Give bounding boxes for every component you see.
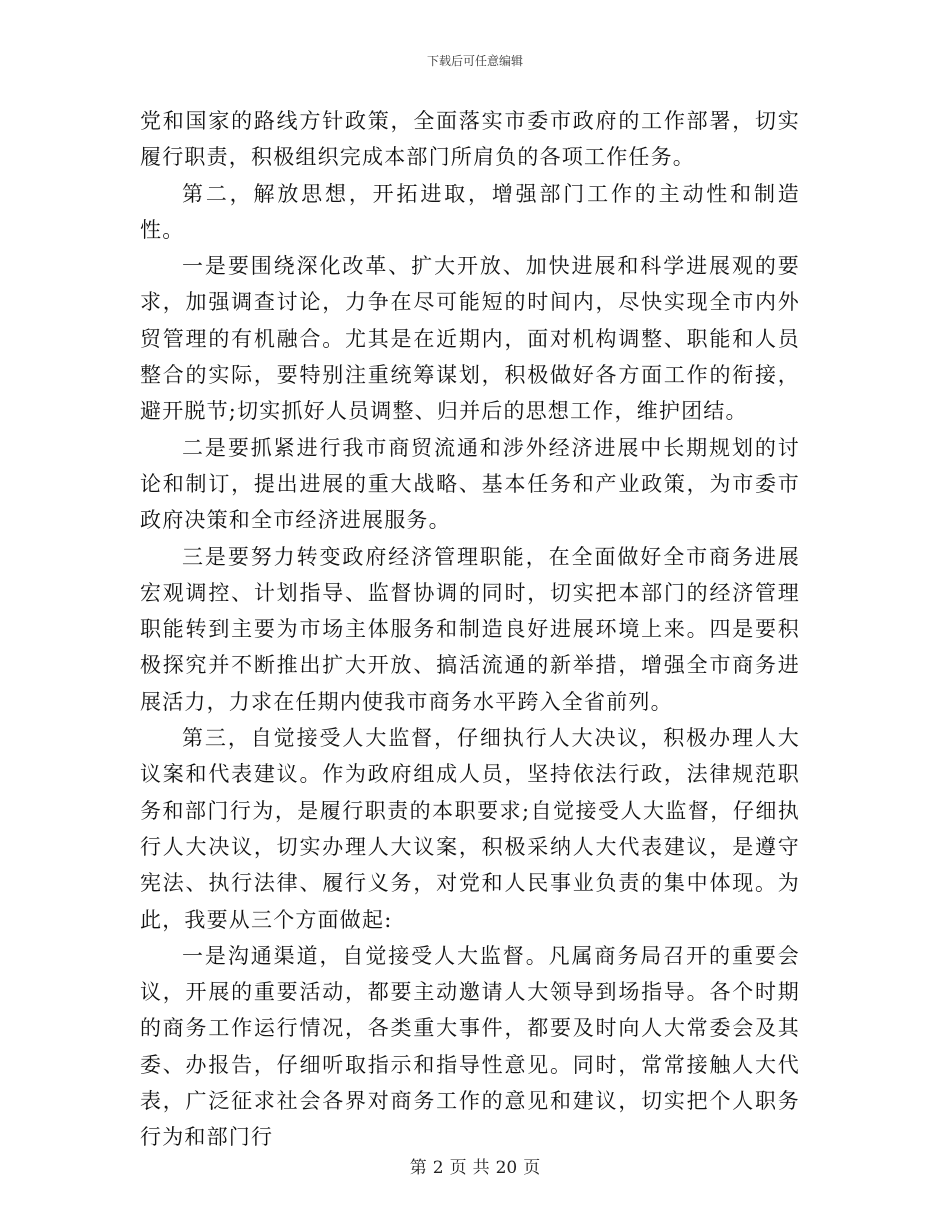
- page-header: 下载后可任意编辑: [426, 54, 523, 68]
- footer-page-word: 页: [449, 1158, 467, 1178]
- footer-total-word: 共: [472, 1158, 490, 1178]
- paragraph-item-three: 三是要努力转变政府经济管理职能，在全面做好全市商务进展宏观调控、计划指导、监督协调的同时，切实把本部门的经济管理职能转到主要为市场主体服务和制造良好进展环境上来。四是要积极探究并不断推出扩大开放、搞活流通的新举措，增强全市商务进展活力，力求在任期内使我市商务水平跨入全省前列。: [140, 544, 800, 714]
- paragraph-item-two: 二是要抓紧进行我市商贸流通和涉外经济进展中长期规划的讨论和制订，提出进展的重大战略、基本任务和产业政策，为市委市政府决策和全市经济进展服务。: [140, 435, 800, 533]
- footer-prefix: 第: [409, 1158, 427, 1178]
- footer-total-pages: 20: [495, 1158, 518, 1178]
- footer-suffix: 页: [523, 1158, 541, 1178]
- paragraph-channel-item: 一是沟通渠道，自觉接受人大监督。凡属商务局召开的重要会议，开展的重要活动，都要主动邀请人大领导到场指导。各个时期的商务工作运行情况，各类重大事件，都要及时向人大常委会及其委、办报告，仔细听取指示和指导性意见。同时，常常接触人大代表，广泛征求社会各界对商务工作的意见和建议，切实把个人职务行为和部门行: [140, 943, 800, 1150]
- paragraph-section-three: 第三，自觉接受人大监督，仔细执行人大决议，积极办理人大议案和代表建议。作为政府组成人员，坚持依法行政，法律规范职务和部门行为，是履行职责的本职要求;自觉接受人大监督，仔细执行人大决议，切实办理人大议案，积极采纳人大代表建议，是遵守宪法、执行法律、履行义务，对党和人民事业负责的集中体现。为此，我要从三个方面做起:: [140, 726, 800, 932]
- footer-current-page: 2: [432, 1158, 444, 1178]
- paragraph-section-two: 第二，解放思想，开拓进取，增强部门工作的主动性和制造性。: [140, 181, 800, 242]
- paragraph-item-one: 一是要围绕深化改革、扩大开放、加快进展和科学进展观的要求，加强调查讨论，力争在尽可能短的时间内，尽快实现全市内外贸管理的有机融合。尤其是在近期内，面对机构调整、职能和人员整合的实际，要特别注重统筹谋划，积极做好各方面工作的衔接，避开脱节;切实抓好人员调整、归并后的思想工作，维护团结。: [140, 254, 800, 424]
- document-body: [140, 103, 800, 1156]
- page-footer: [0, 1153, 950, 1178]
- paragraph-continuation: 党和国家的路线方针政策，全面落实市委市政府的工作部署，切实履行职责，积极组织完成本部门所肩负的各项工作任务。: [140, 109, 800, 170]
